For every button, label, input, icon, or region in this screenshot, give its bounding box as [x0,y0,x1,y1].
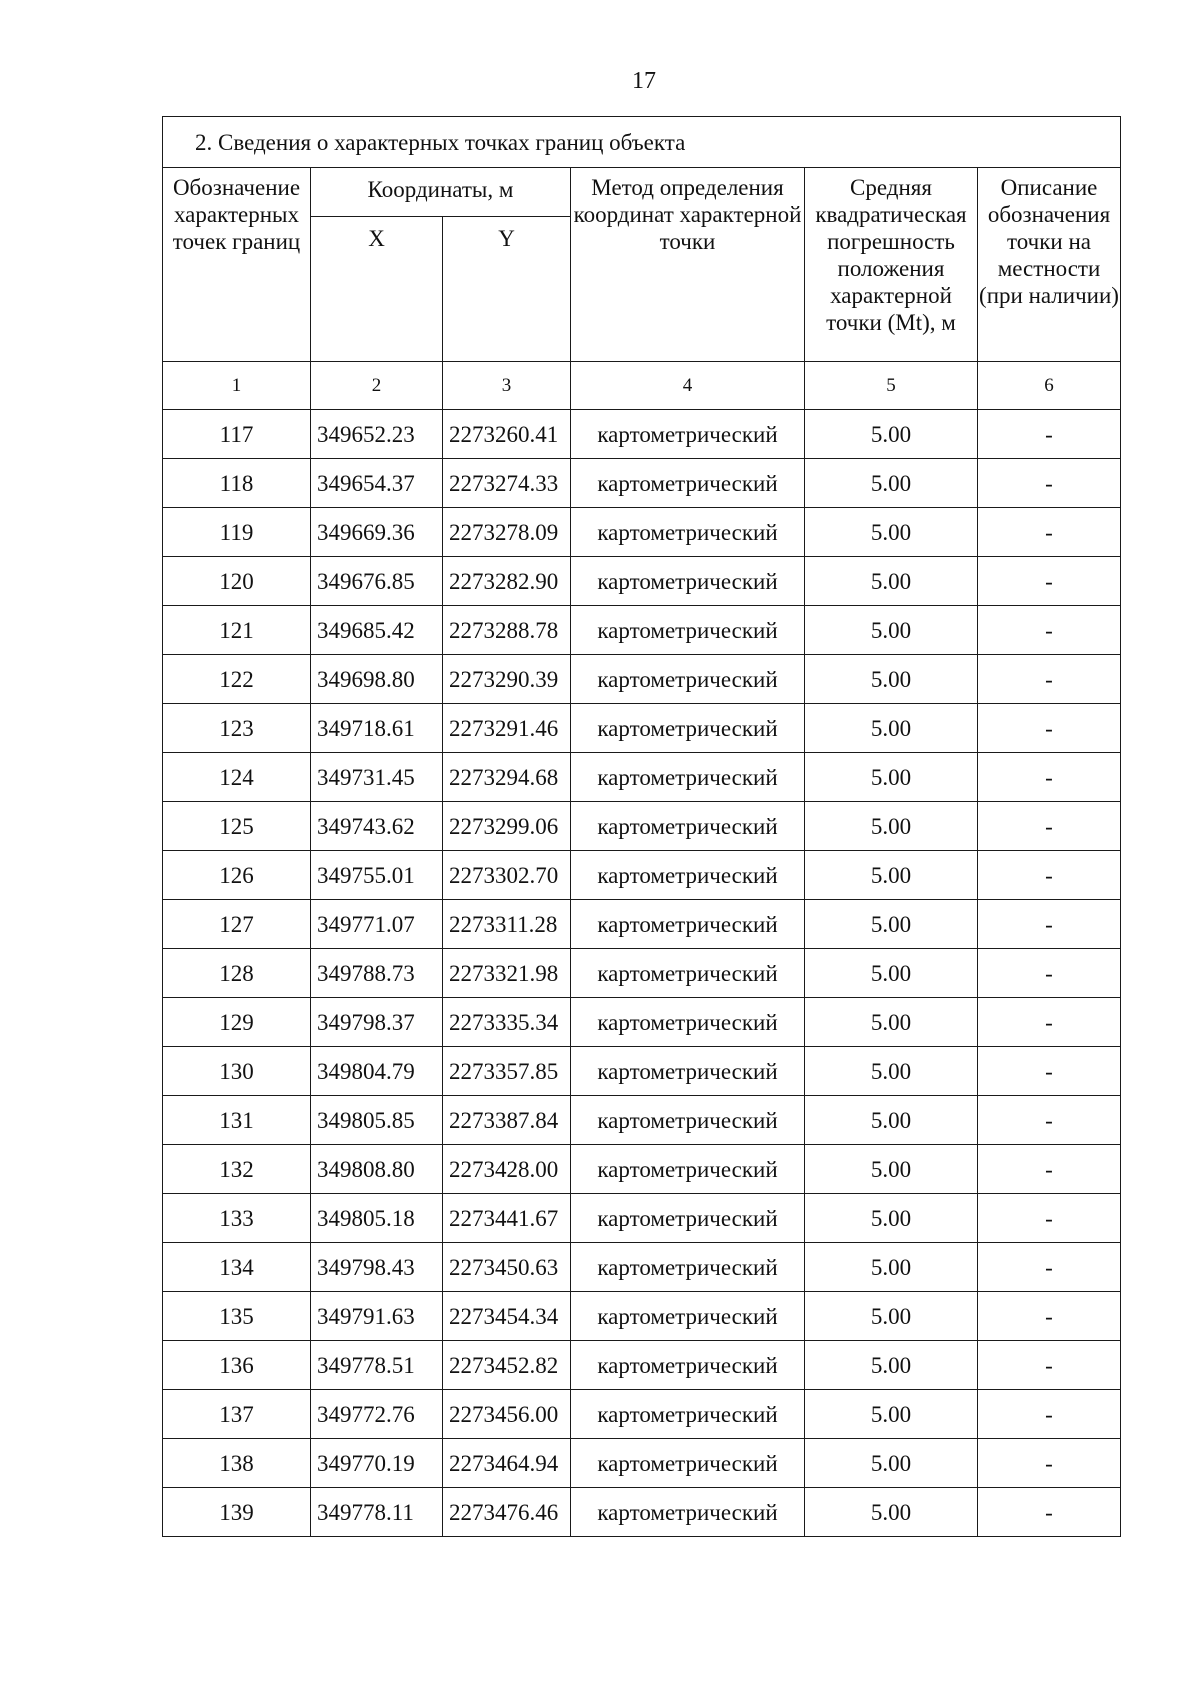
header-x: X [311,217,443,362]
description-cell: - [978,1194,1121,1243]
x-coordinate-cell: 349652.23 [311,410,443,459]
description-cell: - [978,1488,1121,1537]
x-coordinate-cell: 349669.36 [311,508,443,557]
x-coordinate-cell: 349778.11 [311,1488,443,1537]
description-cell: - [978,1439,1121,1488]
method-cell: картометрический [571,1390,805,1439]
header-y: Y [443,217,571,362]
error-cell: 5.00 [805,1145,978,1194]
table-row [163,1292,1121,1341]
point-cell: 138 [163,1439,311,1488]
description-cell: - [978,1047,1121,1096]
y-coordinate-cell: 2273278.09 [443,508,571,557]
error-cell: 5.00 [805,998,978,1047]
method-cell: картометрический [571,1145,805,1194]
point-cell: 118 [163,459,311,508]
table-row [163,1341,1121,1390]
table-row [163,949,1121,998]
table-row [163,557,1121,606]
point-cell: 128 [163,949,311,998]
method-cell: картометрический [571,704,805,753]
table-row [163,1096,1121,1145]
point-cell: 129 [163,998,311,1047]
y-coordinate-cell: 2273299.06 [443,802,571,851]
y-coordinate-cell: 2273476.46 [443,1488,571,1537]
method-cell: картометрический [571,900,805,949]
x-coordinate-cell: 349743.62 [311,802,443,851]
y-coordinate-cell: 2273282.90 [443,557,571,606]
x-coordinate-cell: 349805.18 [311,1194,443,1243]
description-cell: - [978,1292,1121,1341]
table-row [163,1243,1121,1292]
table-row [163,1488,1121,1537]
description-cell: - [978,704,1121,753]
description-cell: - [978,606,1121,655]
error-cell: 5.00 [805,704,978,753]
x-coordinate-cell: 349685.42 [311,606,443,655]
description-cell: - [978,508,1121,557]
error-cell: 5.00 [805,410,978,459]
description-cell: - [978,998,1121,1047]
y-coordinate-cell: 2273454.34 [443,1292,571,1341]
header-coordinates: Координаты, м [311,168,571,217]
point-cell: 117 [163,410,311,459]
point-cell: 130 [163,1047,311,1096]
table-row [163,851,1121,900]
x-coordinate-cell: 349788.73 [311,949,443,998]
error-cell: 5.00 [805,459,978,508]
error-cell: 5.00 [805,606,978,655]
y-coordinate-cell: 2273274.33 [443,459,571,508]
method-cell: картометрический [571,1341,805,1390]
point-cell: 124 [163,753,311,802]
table-row [163,606,1121,655]
y-coordinate-cell: 2273302.70 [443,851,571,900]
point-cell: 134 [163,1243,311,1292]
y-coordinate-cell: 2273260.41 [443,410,571,459]
error-cell: 5.00 [805,1194,978,1243]
x-coordinate-cell: 349798.37 [311,998,443,1047]
y-coordinate-cell: 2273288.78 [443,606,571,655]
header-description: Описание обозначения точки на местности (при наличии) [978,168,1121,362]
method-cell: картометрический [571,410,805,459]
error-cell: 5.00 [805,753,978,802]
method-cell: картометрический [571,753,805,802]
column-number: 5 [805,362,978,410]
point-cell: 136 [163,1341,311,1390]
x-coordinate-cell: 349804.79 [311,1047,443,1096]
y-coordinate-cell: 2273387.84 [443,1096,571,1145]
x-coordinate-cell: 349698.80 [311,655,443,704]
error-cell: 5.00 [805,1047,978,1096]
point-cell: 135 [163,1292,311,1341]
point-cell: 126 [163,851,311,900]
method-cell: картометрический [571,1096,805,1145]
point-cell: 133 [163,1194,311,1243]
error-cell: 5.00 [805,949,978,998]
x-coordinate-cell: 349654.37 [311,459,443,508]
description-cell: - [978,410,1121,459]
description-cell: - [978,753,1121,802]
column-number: 4 [571,362,805,410]
method-cell: картометрический [571,949,805,998]
table-row [163,410,1121,459]
table-row [163,1194,1121,1243]
error-cell: 5.00 [805,900,978,949]
boundary-points-table [162,116,1121,1537]
x-coordinate-cell: 349791.63 [311,1292,443,1341]
x-coordinate-cell: 349772.76 [311,1390,443,1439]
point-cell: 123 [163,704,311,753]
table-row [163,753,1121,802]
header-error: Средняя квадратическая погрешность положения характерной точки (Mt), м [805,168,978,362]
method-cell: картометрический [571,557,805,606]
y-coordinate-cell: 2273291.46 [443,704,571,753]
x-coordinate-cell: 349808.80 [311,1145,443,1194]
method-cell: картометрический [571,1292,805,1341]
y-coordinate-cell: 2273335.34 [443,998,571,1047]
table-row [163,900,1121,949]
y-coordinate-cell: 2273357.85 [443,1047,571,1096]
column-number: 6 [978,362,1121,410]
description-cell: - [978,1096,1121,1145]
header-method: Метод определения координат характерной точки [571,168,805,362]
method-cell: картометрический [571,655,805,704]
section-title: 2. Сведения о характерных точках границ объекта [163,117,1121,168]
x-coordinate-cell: 349731.45 [311,753,443,802]
point-cell: 132 [163,1145,311,1194]
error-cell: 5.00 [805,1488,978,1537]
error-cell: 5.00 [805,557,978,606]
table-row [163,802,1121,851]
description-cell: - [978,1243,1121,1292]
table-row [163,1390,1121,1439]
method-cell: картометрический [571,1243,805,1292]
error-cell: 5.00 [805,1341,978,1390]
x-coordinate-cell: 349805.85 [311,1096,443,1145]
x-coordinate-cell: 349778.51 [311,1341,443,1390]
x-coordinate-cell: 349755.01 [311,851,443,900]
method-cell: картометрический [571,1488,805,1537]
error-cell: 5.00 [805,802,978,851]
x-coordinate-cell: 349798.43 [311,1243,443,1292]
y-coordinate-cell: 2273294.68 [443,753,571,802]
description-cell: - [978,949,1121,998]
y-coordinate-cell: 2273456.00 [443,1390,571,1439]
table-row [163,1145,1121,1194]
error-cell: 5.00 [805,1243,978,1292]
error-cell: 5.00 [805,655,978,704]
y-coordinate-cell: 2273311.28 [443,900,571,949]
column-number: 1 [163,362,311,410]
point-cell: 121 [163,606,311,655]
x-coordinate-cell: 349676.85 [311,557,443,606]
description-cell: - [978,900,1121,949]
point-cell: 125 [163,802,311,851]
method-cell: картометрический [571,606,805,655]
point-cell: 137 [163,1390,311,1439]
point-cell: 139 [163,1488,311,1537]
error-cell: 5.00 [805,1390,978,1439]
table-row [163,655,1121,704]
table-row [163,508,1121,557]
error-cell: 5.00 [805,1292,978,1341]
x-coordinate-cell: 349771.07 [311,900,443,949]
column-numbers-row [163,362,1121,410]
table-row [163,704,1121,753]
table-row [163,1047,1121,1096]
y-coordinate-cell: 2273441.67 [443,1194,571,1243]
y-coordinate-cell: 2273290.39 [443,655,571,704]
method-cell: картометрический [571,1047,805,1096]
y-coordinate-cell: 2273464.94 [443,1439,571,1488]
description-cell: - [978,1390,1121,1439]
method-cell: картометрический [571,1194,805,1243]
y-coordinate-cell: 2273450.63 [443,1243,571,1292]
point-cell: 119 [163,508,311,557]
point-cell: 131 [163,1096,311,1145]
description-cell: - [978,459,1121,508]
method-cell: картометрический [571,802,805,851]
y-coordinate-cell: 2273321.98 [443,949,571,998]
error-cell: 5.00 [805,1439,978,1488]
y-coordinate-cell: 2273428.00 [443,1145,571,1194]
description-cell: - [978,1145,1121,1194]
page-number: 17 [632,68,656,94]
column-number: 3 [443,362,571,410]
column-number: 2 [311,362,443,410]
error-cell: 5.00 [805,508,978,557]
method-cell: картометрический [571,1439,805,1488]
x-coordinate-cell: 349770.19 [311,1439,443,1488]
table-row [163,459,1121,508]
method-cell: картометрический [571,459,805,508]
method-cell: картометрический [571,998,805,1047]
error-cell: 5.00 [805,851,978,900]
description-cell: - [978,655,1121,704]
point-cell: 127 [163,900,311,949]
error-cell: 5.00 [805,1096,978,1145]
description-cell: - [978,557,1121,606]
description-cell: - [978,1341,1121,1390]
description-cell: - [978,802,1121,851]
method-cell: картометрический [571,851,805,900]
table-row [163,998,1121,1047]
y-coordinate-cell: 2273452.82 [443,1341,571,1390]
description-cell: - [978,851,1121,900]
header-designation: Обозначение характерных точек границ [163,168,311,362]
point-cell: 120 [163,557,311,606]
x-coordinate-cell: 349718.61 [311,704,443,753]
table-row [163,1439,1121,1488]
method-cell: картометрический [571,508,805,557]
point-cell: 122 [163,655,311,704]
